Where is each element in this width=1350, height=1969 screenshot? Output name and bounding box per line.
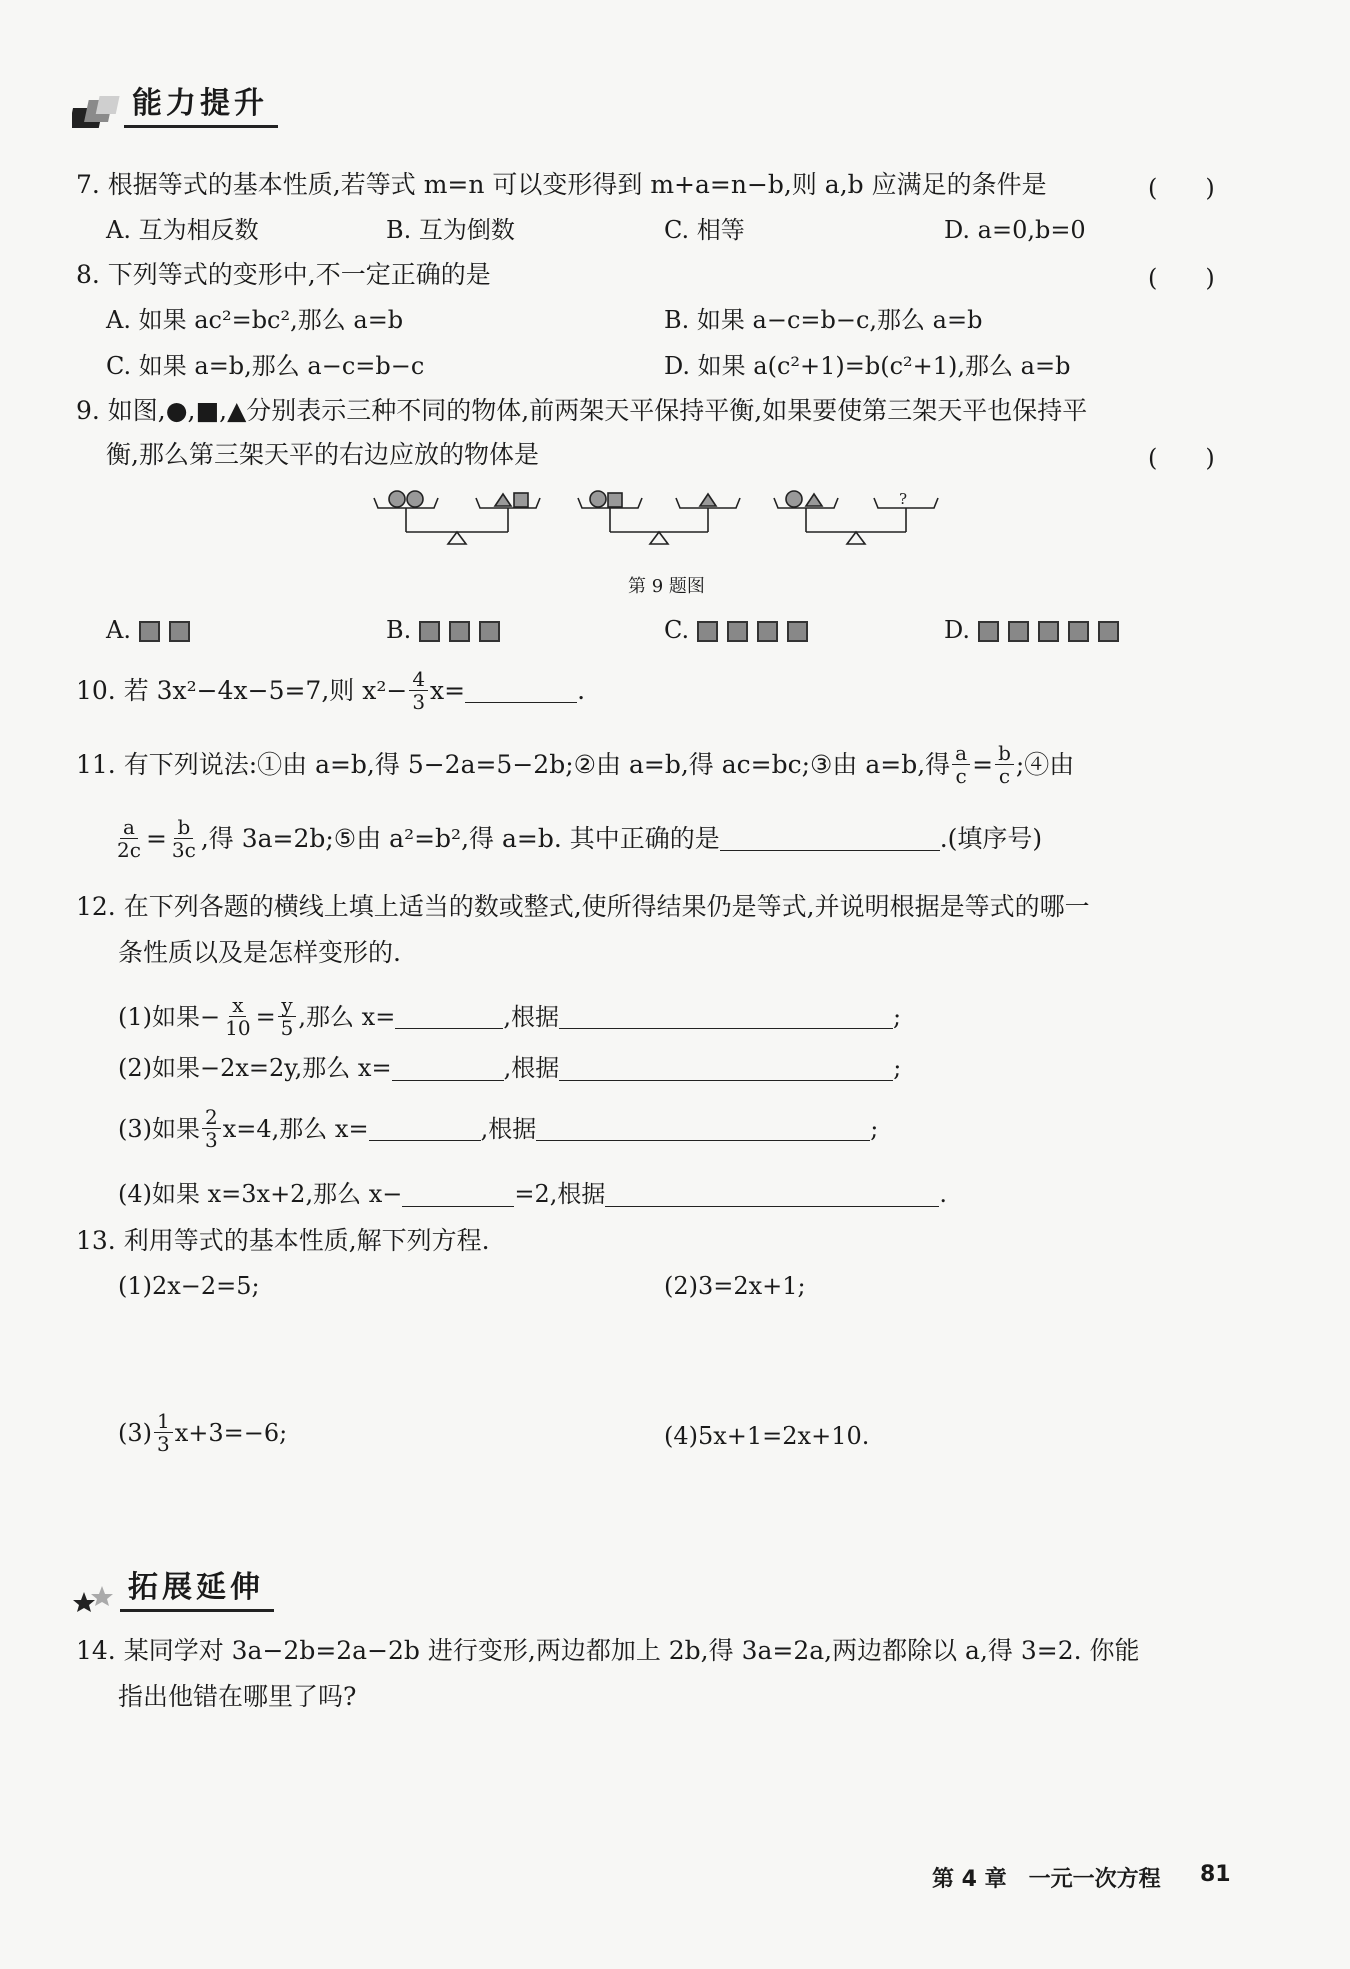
equals: = — [972, 749, 994, 779]
square-icon — [978, 621, 999, 642]
equals: = — [145, 823, 167, 853]
q7-answer-paren: ( ) — [1148, 174, 1215, 202]
q10-end: . — [577, 675, 586, 705]
part-text: (3)如果 — [118, 1114, 200, 1143]
q12-p3-basis-blank[interactable] — [536, 1116, 870, 1141]
q9-stem-line2: 衡,那么第三架天平的右边应放的物体是 — [106, 440, 539, 469]
square-icon — [419, 621, 440, 642]
q12-part1 — [118, 994, 901, 1039]
q9-figure-caption: 第 9 题图 — [628, 576, 705, 597]
q11-frac-2 — [995, 742, 1014, 787]
q9-option-a — [106, 614, 199, 646]
square-icon — [169, 621, 190, 642]
q12-p1-value-blank[interactable] — [395, 1004, 503, 1029]
part-text: =2,根据 — [514, 1180, 606, 1208]
option-label: D. — [944, 616, 971, 644]
part-text: (3) — [118, 1418, 152, 1447]
q13-part3 — [118, 1410, 287, 1455]
part-text: (4)如果 x=3x+2,那么 x− — [118, 1180, 403, 1208]
punct: ; — [870, 1114, 879, 1143]
frac-den: 2c — [117, 838, 141, 862]
q13-part1: (1)2x−2=5; — [118, 1272, 260, 1300]
q11-frac-1 — [952, 742, 970, 787]
q9-option-d — [944, 614, 1128, 646]
q12-p1-frac-1 — [222, 994, 253, 1039]
part-text: x=4,那么 x= — [222, 1114, 369, 1143]
q12-p2-value-blank[interactable] — [392, 1056, 504, 1081]
q9-balance-figure — [370, 484, 970, 546]
q14-line2: 指出他错在哪里了吗? — [118, 1682, 357, 1711]
q12-part4 — [118, 1178, 947, 1210]
frac-num: 2 — [202, 1106, 221, 1129]
q12-p4-value-blank[interactable] — [402, 1182, 514, 1207]
punct: . — [939, 1180, 948, 1208]
q13-part2: (2)3=2x+1; — [664, 1272, 806, 1300]
q10-answer-blank[interactable] — [465, 678, 577, 703]
balance-3 — [774, 491, 938, 544]
q12-p2-basis-blank[interactable] — [559, 1056, 893, 1081]
frac-num: b — [174, 816, 193, 839]
q10-post: x= — [430, 675, 466, 705]
frac-num: y — [278, 994, 295, 1017]
q12-p1-frac-2 — [278, 994, 297, 1039]
frac-num: 1 — [154, 1410, 173, 1433]
q13-p3-frac — [154, 1410, 173, 1455]
balance-1 — [374, 491, 540, 544]
frac-den: 3 — [412, 690, 426, 714]
part-text: ,根据 — [503, 1002, 559, 1031]
square-icon — [139, 621, 160, 642]
q11-text-b: ;④由 — [1015, 749, 1075, 779]
q12-part2 — [118, 1052, 901, 1084]
section-badge-icon — [72, 94, 124, 128]
q11-text-end: .(填序号) — [939, 823, 1043, 853]
square-icon — [697, 621, 718, 642]
frac-den: 10 — [225, 1016, 251, 1040]
q11-text-c: ,得 3a=2b;⑤由 a²=b²,得 a=b. 其中正确的是 — [200, 823, 720, 853]
q12-p3-frac — [202, 1106, 221, 1151]
q12-p3-value-blank[interactable] — [369, 1116, 481, 1141]
balance-2 — [578, 491, 740, 544]
q12-p1-basis-blank[interactable] — [559, 1004, 893, 1029]
q8-option-b: B. 如果 a−c=b−c,那么 a=b — [664, 306, 983, 334]
q8-option-d: D. 如果 a(c²+1)=b(c²+1),那么 a=b — [664, 352, 1071, 380]
q8-option-c: C. 如果 a=b,那么 a−c=b−c — [106, 352, 425, 380]
frac-num: 4 — [409, 668, 428, 691]
q7-stem: 7. 根据等式的基本性质,若等式 m=n 可以变形得到 m+a=n−b,则 a,b 应满足的条件是 — [76, 170, 1047, 199]
square-icon — [1098, 621, 1119, 642]
frac-num: b — [995, 742, 1014, 765]
q12-stem-line2: 条性质以及是怎样变形的. — [118, 938, 401, 967]
frac-den: c — [998, 764, 1011, 788]
equals: = — [255, 1002, 276, 1031]
q11-line2 — [112, 816, 1042, 861]
q13-stem: 13. 利用等式的基本性质,解下列方程. — [76, 1226, 490, 1255]
frac-den: 3 — [205, 1128, 218, 1152]
square-icon — [1038, 621, 1059, 642]
part-text: ,根据 — [503, 1054, 560, 1082]
part-text: (1)如果− — [118, 1002, 221, 1031]
stars-icon — [72, 1578, 120, 1612]
q11-text-a: 11. 有下列说法:①由 a=b,得 5−2a=5−2b;②由 a=b,得 ac=bc;③由 a=b,得 — [76, 749, 951, 779]
q11-frac-3 — [114, 816, 144, 861]
q12-p4-basis-blank[interactable] — [605, 1182, 939, 1207]
square-icon — [787, 621, 808, 642]
frac-num: a — [952, 742, 970, 765]
q7-option-b: B. 互为倒数 — [386, 216, 515, 244]
q14-line1: 14. 某同学对 3a−2b=2a−2b 进行变形,两边都加上 2b,得 3a=2a,两边都除以 a,得 3=2. 你能 — [76, 1636, 1140, 1665]
part-text: (2)如果−2x=2y,那么 x= — [118, 1054, 392, 1082]
q10-pre: 10. 若 3x²−4x−5=7,则 x²− — [76, 675, 408, 705]
q10 — [76, 668, 585, 713]
section-header-ability — [72, 84, 278, 128]
part-text: ,根据 — [480, 1114, 537, 1143]
square-icon — [727, 621, 748, 642]
option-label: B. — [386, 616, 412, 644]
square-icon — [449, 621, 470, 642]
q8-answer-paren: ( ) — [1148, 264, 1215, 292]
footer-chapter: 第 4 章 一元一次方程 — [932, 1867, 1161, 1892]
option-label: C. — [664, 616, 690, 644]
q8-option-a: A. 如果 ac²=bc²,那么 a=b — [106, 306, 404, 334]
square-icon — [1068, 621, 1089, 642]
q12-part3 — [118, 1106, 878, 1151]
q10-fraction — [409, 668, 428, 713]
section-title: 拓展延伸 — [120, 1569, 274, 1612]
square-icon — [757, 621, 778, 642]
square-icon — [1008, 621, 1029, 642]
q7-option-a: A. 互为相反数 — [106, 216, 259, 244]
section-header-extension — [72, 1568, 274, 1612]
q11-answer-blank[interactable] — [720, 826, 940, 851]
frac-den: 3c — [171, 838, 196, 862]
q9-option-b — [386, 614, 509, 646]
punct: ; — [893, 1054, 902, 1082]
page-number: 81 — [1200, 1862, 1231, 1887]
frac-num: a — [120, 816, 138, 839]
q13-part4: (4)5x+1=2x+10. — [664, 1422, 870, 1450]
q11-frac-4 — [169, 816, 199, 861]
q9-stem-line1: 9. 如图,●,■,▲分别表示三种不同的物体,前两架天平保持平衡,如果要使第三架天平也保持平 — [76, 396, 1088, 425]
frac-num: x — [229, 994, 246, 1017]
q7-option-c: C. 相等 — [664, 216, 745, 244]
q9-option-c — [664, 614, 817, 646]
frac-den: 5 — [280, 1016, 294, 1040]
frac-den: c — [955, 764, 967, 788]
section-title: 能力提升 — [124, 85, 278, 128]
q12-stem-line1: 12. 在下列各题的横线上填上适当的数或整式,使所得结果仍是等式,并说明根据是等式的哪一 — [76, 892, 1090, 921]
q8-stem: 8. 下列等式的变形中,不一定正确的是 — [76, 260, 491, 289]
punct: ; — [892, 1002, 902, 1031]
frac-den: 3 — [157, 1432, 170, 1456]
q11-line1 — [76, 742, 1074, 787]
q7-option-d: D. a=0,b=0 — [944, 216, 1086, 244]
part-text: ,那么 x= — [298, 1002, 396, 1031]
part-text: x+3=−6; — [174, 1418, 288, 1447]
q9-unknown-mark: ? — [899, 490, 908, 508]
square-icon — [479, 621, 500, 642]
q9-answer-paren: ( ) — [1148, 444, 1215, 472]
option-label: A. — [106, 616, 131, 644]
